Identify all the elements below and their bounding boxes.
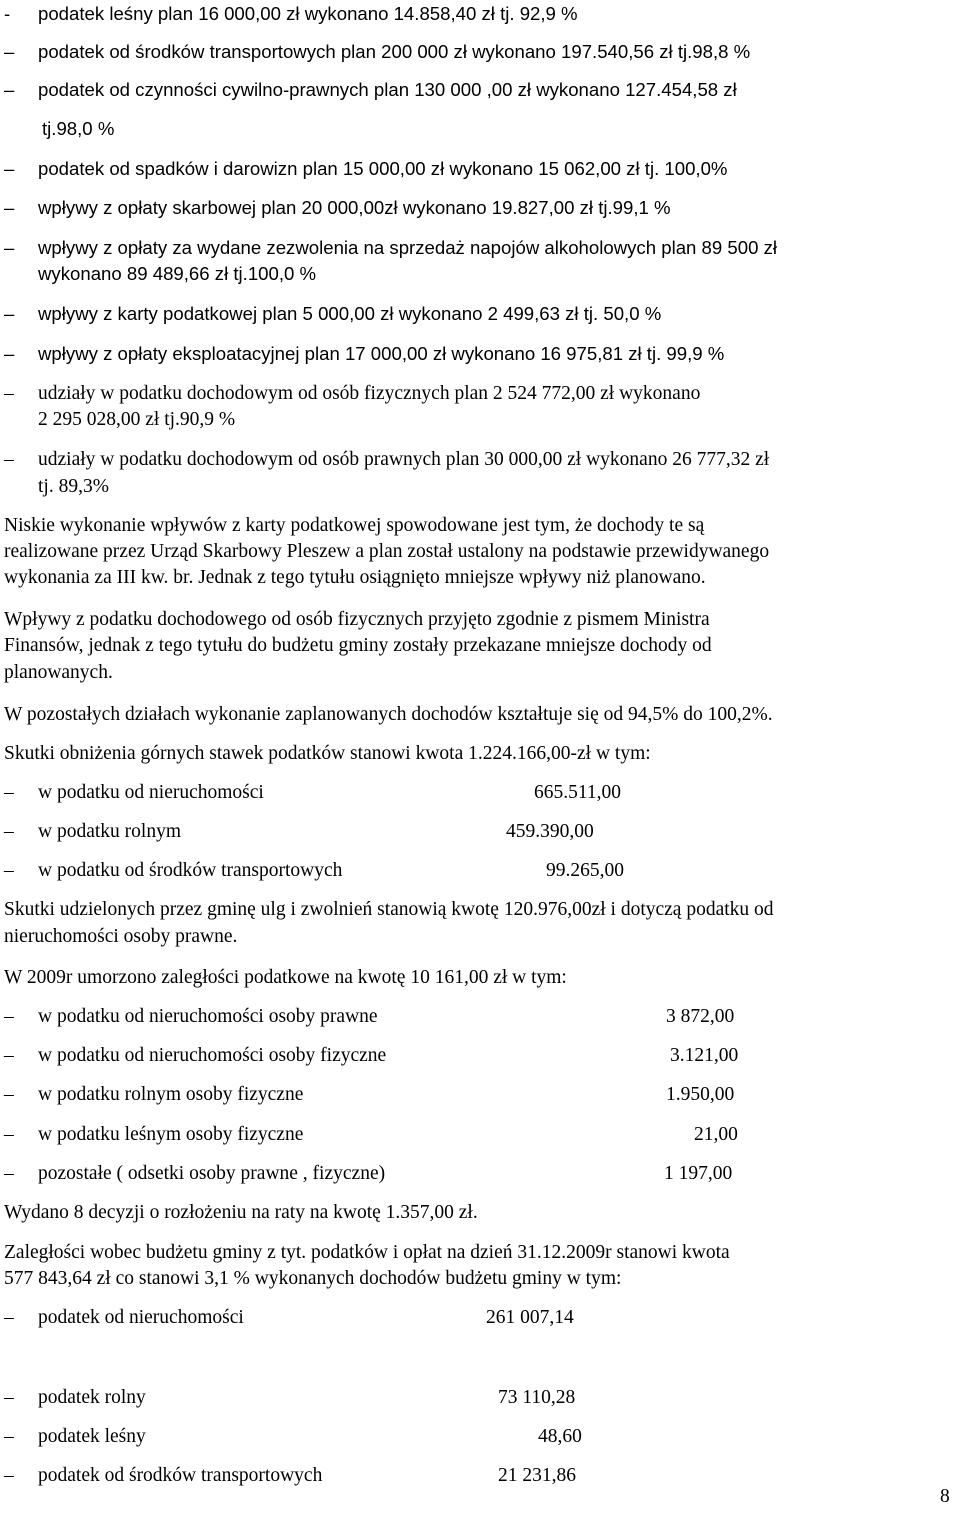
- paragraph-line: planowanych.: [4, 662, 113, 683]
- income-item-text: wpływy z karty podatkowej plan 5 000,00 zł wykonano 2 499,63 zł tj. 50,0 %: [38, 303, 662, 324]
- item-value: 73 110,28: [498, 1387, 576, 1408]
- item-label: w podatku leśnym osoby fizyczne: [38, 1124, 304, 1145]
- list-dash: –: [4, 1124, 14, 1145]
- item-label: w podatku rolnym: [38, 821, 181, 842]
- paragraph-line: nieruchomości osoby prawne.: [4, 926, 238, 947]
- list-dash: –: [4, 1307, 14, 1328]
- item-value: 665.511,00: [534, 782, 622, 803]
- list-dash: –: [4, 449, 14, 470]
- item-label: w podatku rolnym osoby fizyczne: [38, 1084, 304, 1105]
- list-dash: –: [4, 197, 15, 218]
- list-dash: –: [4, 782, 14, 803]
- item-label: podatek od nieruchomości: [38, 1307, 244, 1328]
- item-label: podatek rolny: [38, 1387, 146, 1408]
- item-value: 1 197,00: [664, 1163, 733, 1184]
- income-item-text: wpływy z opłaty za wydane zezwolenia na sprzedaż napojów alkoholowych plan 89 500 zł: [38, 237, 778, 258]
- list-dash: –: [4, 1006, 14, 1027]
- item-label: w podatku od nieruchomości: [38, 782, 264, 803]
- list-dash: –: [4, 343, 15, 364]
- paragraph-line: Zaległości wobec budżetu gminy z tyt. podatków i opłat na dzień 31.12.2009r stanowi kwota: [4, 1242, 730, 1263]
- income-item-text: tj. 89,3%: [38, 476, 109, 497]
- list-dash: –: [4, 821, 14, 842]
- income-item-text: wpływy z opłaty eksploatacyjnej plan 17 000,00 zł wykonano 16 975,81 zł tj. 99,9 %: [38, 343, 725, 364]
- list-dash: –: [4, 1045, 14, 1066]
- list-dash: –: [4, 1465, 14, 1486]
- paragraph-line: Wpływy z podatku dochodowego od osób fizycznych przyjęto zgodnie z pismem Ministra: [4, 609, 710, 630]
- item-label: w podatku od nieruchomości osoby fizyczne: [38, 1045, 387, 1066]
- paragraph-line: Wydano 8 decyzji o rozłożeniu na raty na kwotę 1.357,00 zł.: [4, 1202, 478, 1223]
- item-label: podatek leśny: [38, 1426, 146, 1447]
- item-value: 3 872,00: [666, 1006, 735, 1027]
- list-dash: –: [4, 860, 14, 881]
- item-value: 21,00: [694, 1124, 738, 1145]
- paragraph-line: W pozostałych działach wykonanie zaplanowanych dochodów kształtuje się od 94,5% do 100,2%.: [4, 704, 773, 725]
- item-label: podatek od środków transportowych: [38, 1465, 323, 1486]
- list-dash: –: [4, 1163, 14, 1184]
- item-value: 99.265,00: [546, 860, 624, 881]
- item-value: 48,60: [538, 1426, 582, 1447]
- list-dash: –: [4, 158, 15, 179]
- item-label: pozostałe ( odsetki osoby prawne , fizyczne): [38, 1163, 386, 1184]
- list-dash: –: [4, 79, 15, 100]
- paragraph-line: W 2009r umorzono zaległości podatkowe na kwotę 10 161,00 zł w tym:: [4, 967, 567, 988]
- income-item-text: podatek od spadków i darowizn plan 15 000,00 zł wykonano 15 062,00 zł tj. 100,0%: [38, 158, 728, 179]
- income-item-text: 2 295 028,00 zł tj.90,9 %: [38, 409, 236, 430]
- item-value: 1.950,00: [666, 1084, 735, 1105]
- income-item-text: podatek od środków transportowych plan 200 000 zł wykonano 197.540,56 zł tj.98,8 %: [38, 41, 751, 62]
- paragraph-line: Skutki udzielonych przez gminę ulg i zwolnień stanowią kwotę 120.976,00zł i dotyczą podatku od: [4, 899, 774, 920]
- list-dash: –: [4, 41, 15, 62]
- page-number: 8: [940, 1486, 950, 1507]
- income-item-text: wykonano 89 489,66 zł tj.100,0 %: [38, 263, 317, 284]
- list-dash: –: [4, 1426, 14, 1447]
- list-dash: -: [4, 3, 11, 24]
- paragraph-line: Finansów, jednak z tego tytułu do budżetu gminy zostały przekazane mniejsze dochody od: [4, 635, 712, 656]
- list-dash: –: [4, 303, 15, 324]
- list-dash: –: [4, 237, 15, 258]
- paragraph-line: wykonania za III kw. br. Jednak z tego tytułu osiągnięto mniejsze wpływy niż planowano.: [4, 567, 706, 588]
- income-item-text: udziały w podatku dochodowym od osób prawnych plan 30 000,00 zł wykonano 26 777,32 zł: [38, 449, 770, 470]
- income-item-text: tj.98,0 %: [42, 118, 115, 139]
- paragraph-line: Skutki obniżenia górnych stawek podatków stanowi kwota 1.224.166,00-zł w tym:: [4, 743, 651, 764]
- income-item-text: udziały w podatku dochodowym od osób fizycznych plan 2 524 772,00 zł wykonano: [38, 383, 701, 404]
- paragraph-line: Niskie wykonanie wpływów z karty podatkowej spowodowane jest tym, że dochody te są: [4, 515, 705, 536]
- item-label: w podatku od nieruchomości osoby prawne: [38, 1006, 378, 1027]
- paragraph-line: realizowane przez Urząd Skarbowy Pleszew a plan został ustalony na podstawie przewidywanego: [4, 541, 770, 562]
- item-label: w podatku od środków transportowych: [38, 860, 343, 881]
- list-dash: –: [4, 383, 14, 404]
- item-value: 459.390,00: [506, 821, 594, 842]
- paragraph-line: 577 843,64 zł co stanowi 3,1 % wykonanych dochodów budżetu gminy w tym:: [4, 1268, 622, 1289]
- income-item-text: podatek leśny plan 16 000,00 zł wykonano 14.858,40 zł tj. 92,9 %: [38, 3, 578, 24]
- item-value: 3.121,00: [670, 1045, 739, 1066]
- list-dash: –: [4, 1387, 14, 1408]
- income-item-text: wpływy z opłaty skarbowej plan 20 000,00zł wykonano 19.827,00 zł tj.99,1 %: [38, 197, 671, 218]
- item-value: 21 231,86: [498, 1465, 576, 1486]
- income-item-text: podatek od czynności cywilno-prawnych plan 130 000 ,00 zł wykonano 127.454,58 zł: [38, 79, 737, 100]
- list-dash: –: [4, 1084, 14, 1105]
- item-value: 261 007,14: [486, 1307, 574, 1328]
